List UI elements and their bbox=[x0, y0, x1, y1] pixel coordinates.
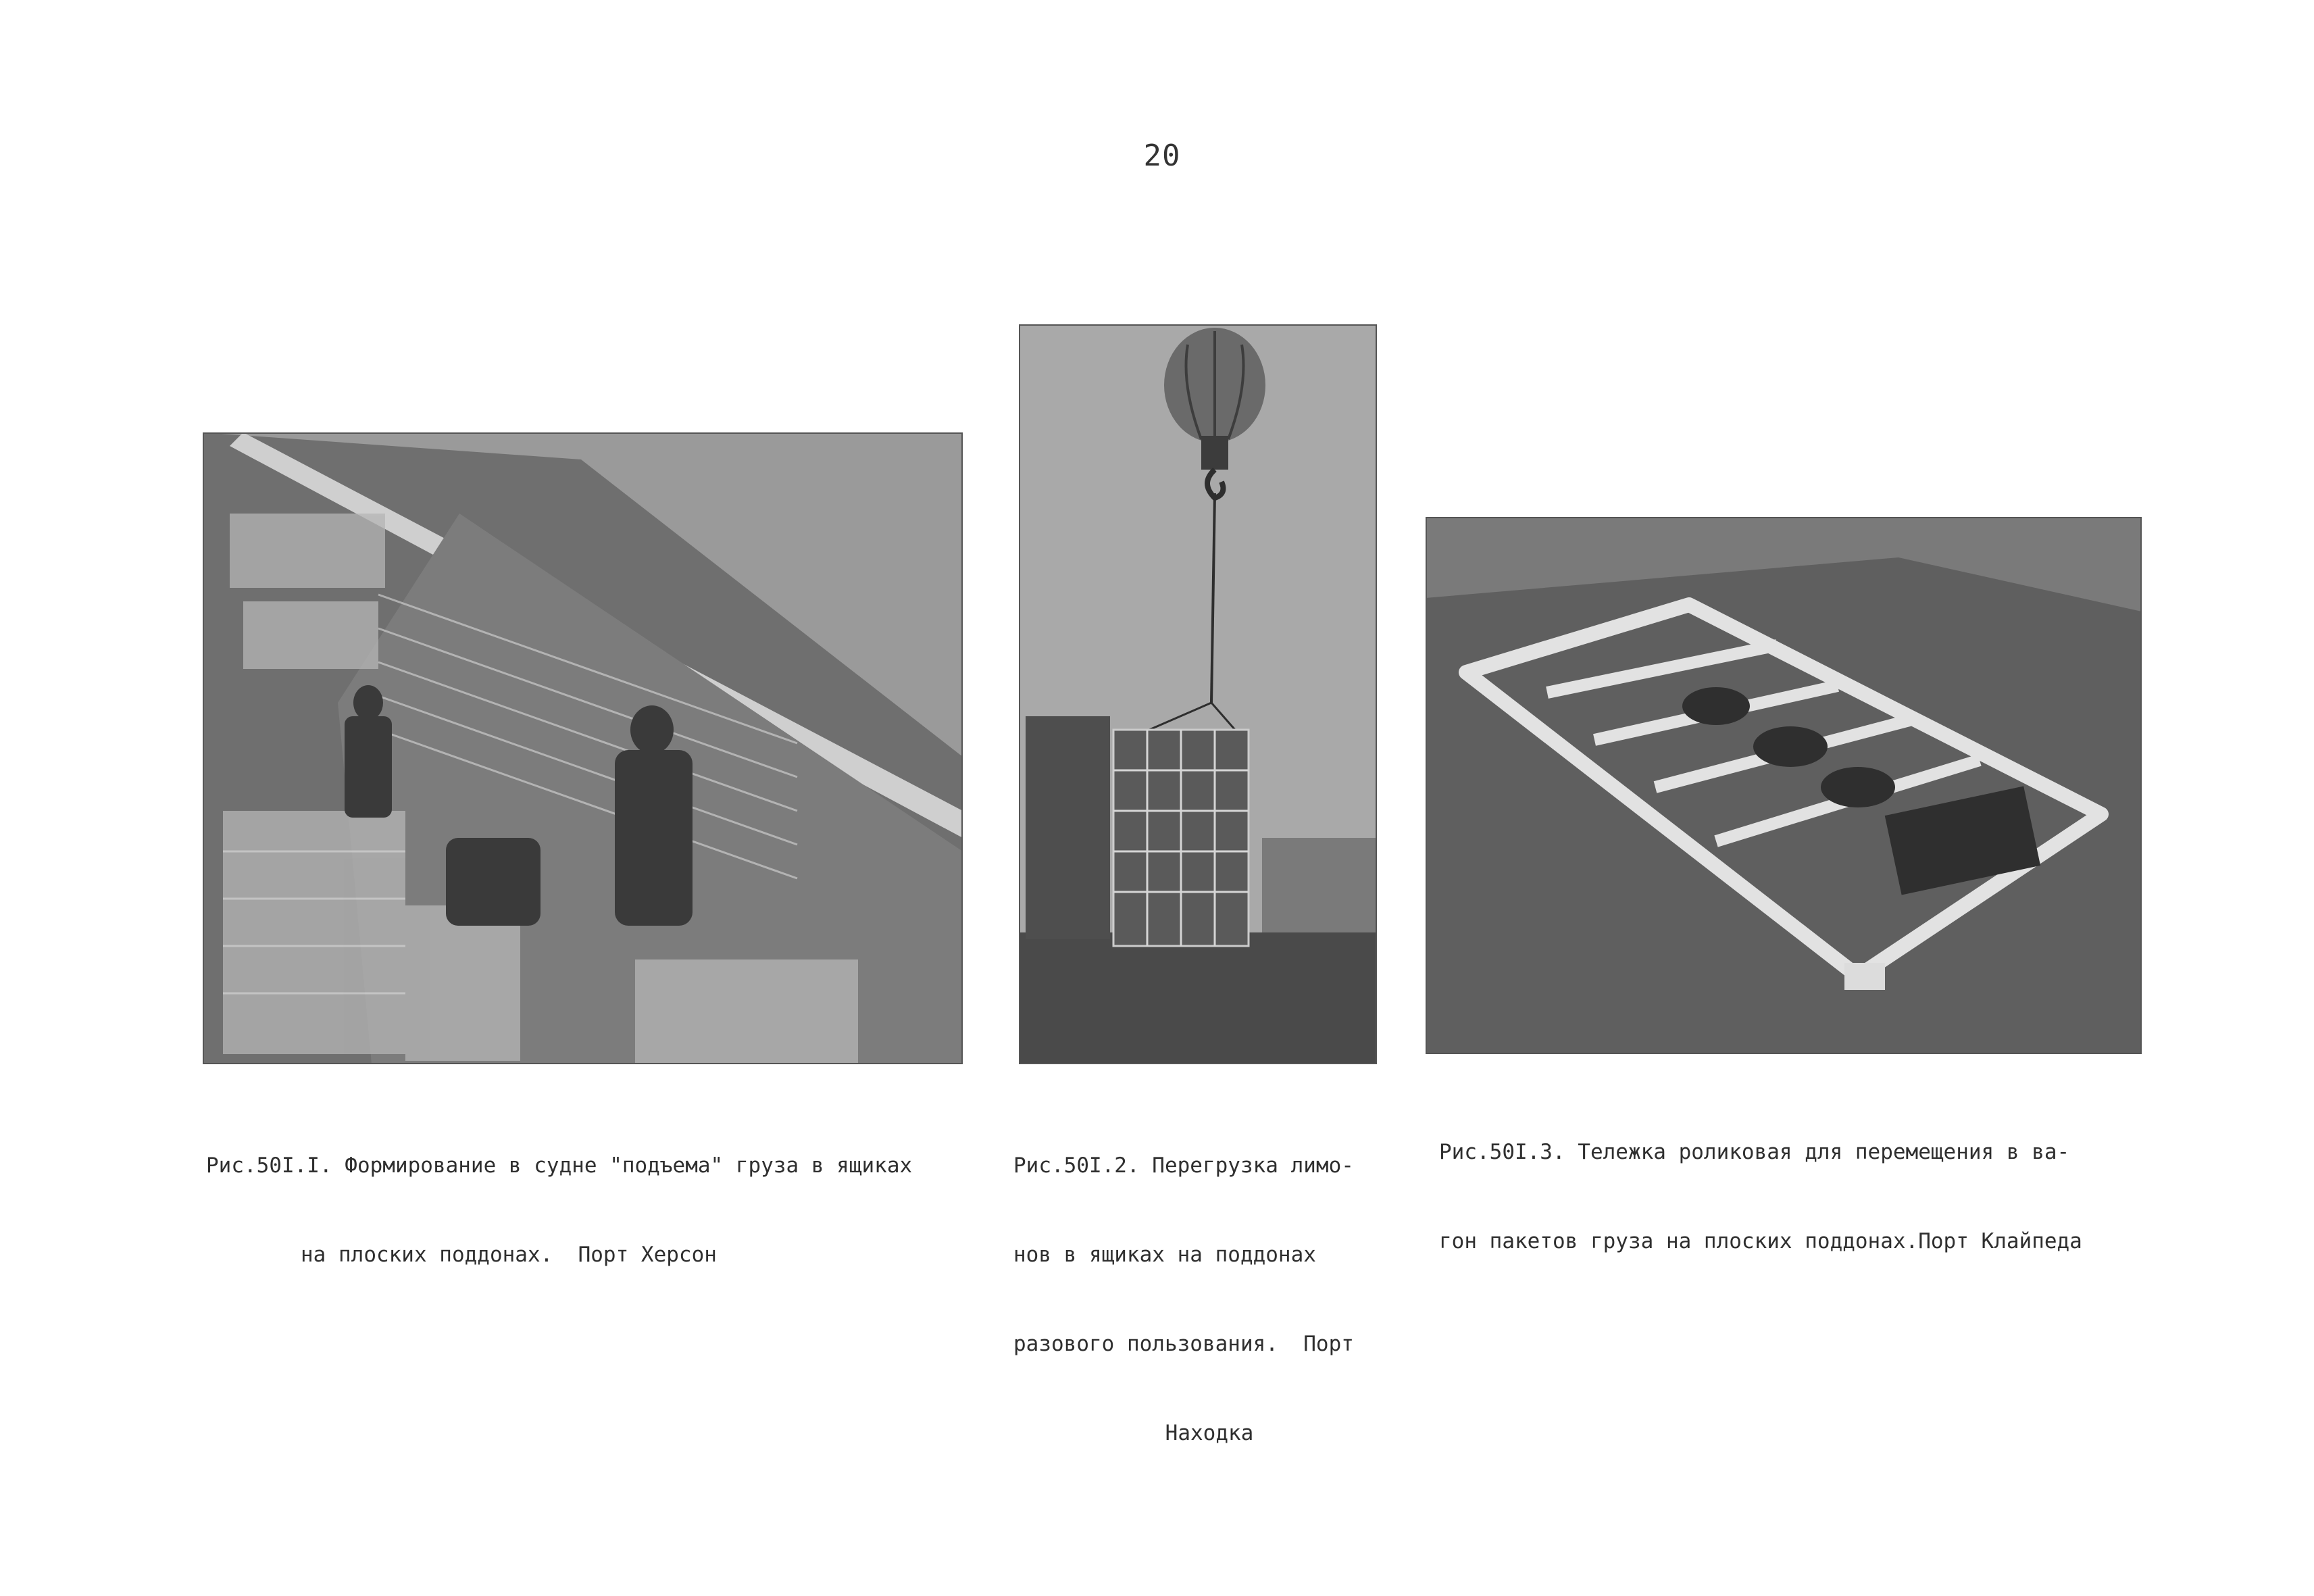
caption-line: Находка bbox=[1165, 1421, 1254, 1446]
caption-line: Рис.50I.3. Тележка роликовая для перемещения в ва- bbox=[1439, 1140, 2070, 1165]
figure-caption-1 bbox=[206, 1091, 1010, 1299]
caption-line: на плоских поддонах. Порт Херсон bbox=[301, 1243, 717, 1268]
figure-caption-2 bbox=[1013, 1091, 1405, 1478]
photo-crane-lifting-pallet bbox=[1019, 324, 1377, 1064]
page-number: 20 bbox=[1143, 139, 1181, 173]
caption-line: нов в ящиках на поддонах bbox=[1013, 1243, 1316, 1268]
caption-line: гон пакетов груза на плоских поддонах.Порт Клайпеда bbox=[1439, 1229, 2082, 1254]
caption-line: разового пользования. Порт bbox=[1013, 1332, 1354, 1357]
caption-line: Рис.50I.2. Перегрузка лимо- bbox=[1013, 1153, 1354, 1178]
photo-roller-trolley bbox=[1426, 517, 2142, 1054]
figure-caption-3 bbox=[1439, 1078, 2203, 1286]
caption-line: Рис.50I.I. Формирование в судне "подъема" груза в ящиках bbox=[206, 1153, 913, 1178]
photo-ship-hold-crates bbox=[203, 432, 963, 1064]
